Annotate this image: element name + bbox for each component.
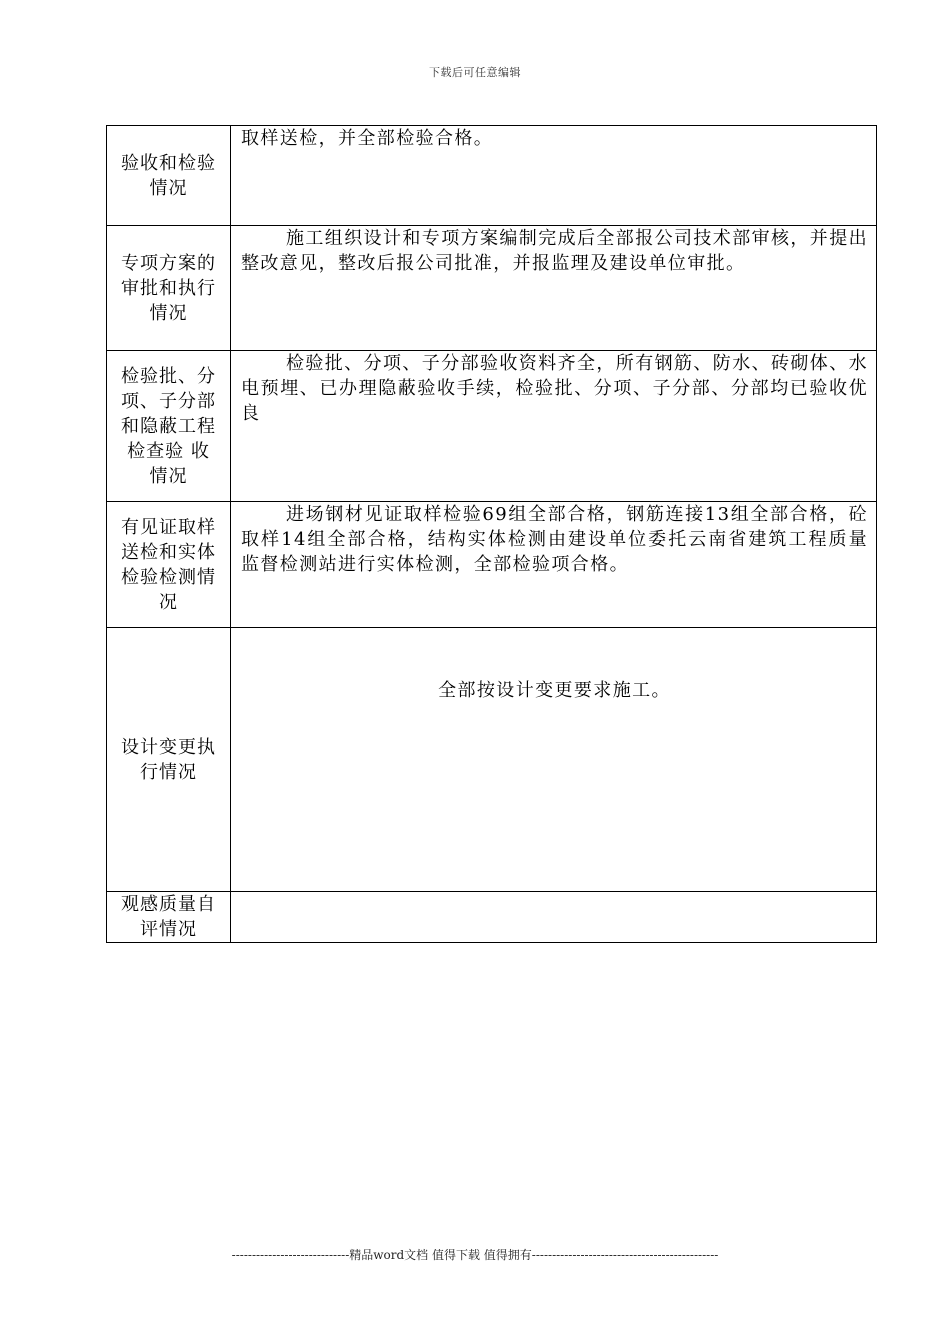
row-label: 观感质量自评情况: [121, 894, 216, 940]
row-content: 全部按设计变更要求施工。: [438, 680, 671, 701]
row-content: 取样送检，并全部检验合格。: [241, 128, 494, 149]
row-content: 检验批、分项、子分部验收资料齐全，所有钢筋、防水、砖砌体、水电预埋、已办理隐蔽验收手续，检验批、分项、子分部、分部均已验收优良: [241, 353, 868, 424]
row-label-cell: [107, 502, 231, 628]
page-footer: -----------------------------精品word文档 值得下载 值得拥有----------------------------------------------: [231, 1248, 719, 1262]
row-label-cell: [107, 351, 231, 502]
row-label-cell: [107, 126, 231, 226]
row-content: 施工组织设计和专项方案编制完成后全部报公司技术部审核，并提出整改意见，整改后报公司批准，并报监理及建设单位审批。: [241, 228, 868, 274]
row-content-cell: [231, 126, 877, 226]
acceptance-report-table: [106, 125, 877, 943]
row-label-cell: [107, 892, 231, 943]
row-content-cell: [231, 628, 877, 892]
row-content-cell: [231, 892, 877, 943]
row-content: 进场钢材见证取样检验69组全部合格，钢筋连接13组全部合格，砼取样14组全部合格，结构实体检测由建设单位委托云南省建筑工程质量监督检测站进行实体检测，全部检验项合格。: [241, 504, 868, 575]
row-content-cell: [231, 226, 877, 351]
row-label: 有见证取样送检和实体检验检测情况: [121, 516, 216, 613]
row-label: 检验批、分项、子分部和隐蔽工程检查验 收情况: [121, 365, 216, 487]
row-label: 专项方案的审批和执行情况: [121, 252, 216, 324]
row-content-cell: [231, 502, 877, 628]
table-row: [107, 628, 877, 892]
row-label: 设计变更执行情况: [121, 736, 216, 783]
table-row: [107, 502, 877, 628]
table-row: [107, 126, 877, 226]
row-content-cell: [231, 351, 877, 502]
row-label: 验收和检验情况: [121, 152, 216, 199]
row-label-cell: [107, 226, 231, 351]
row-label-cell: [107, 628, 231, 892]
table-row: [107, 351, 877, 502]
table-row: [107, 892, 877, 943]
page-header: 下载后可任意编辑: [429, 66, 521, 79]
table-row: [107, 226, 877, 351]
